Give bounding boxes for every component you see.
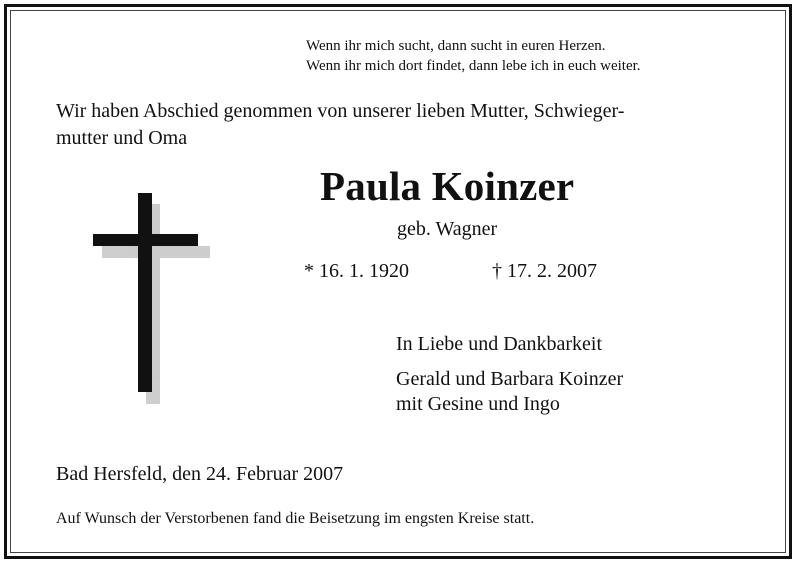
intro-line-1: Wir haben Abschied genommen von unserer lieben Mutter, Schwieger-	[56, 100, 625, 122]
mourner-line-1: Gerald und Barbara Koinzer	[396, 368, 624, 390]
mourner-names	[396, 367, 623, 417]
farewell-intro	[56, 98, 756, 152]
death-date: † 17. 2. 2007	[492, 260, 597, 282]
burial-note: Auf Wunsch der Verstorbenen fand die Beisetzung im engsten Kreise statt.	[56, 510, 535, 527]
cross-shadow-horizontal	[102, 246, 210, 258]
quote-line-1: Wenn ihr mich sucht, dann sucht in euren Herzen.	[306, 38, 606, 54]
cross-body	[93, 193, 198, 392]
intro-line-2: mutter und Oma	[56, 127, 188, 149]
memorial-quote	[306, 36, 641, 76]
birth-name: geb. Wagner	[397, 218, 498, 240]
cross-horizontal-bar	[93, 234, 198, 246]
birth-date: * 16. 1. 1920	[304, 260, 409, 282]
place-and-date: Bad Hersfeld, den 24. Februar 2007	[56, 463, 344, 485]
cross-vertical-bar	[138, 193, 152, 392]
cross-icon	[88, 188, 218, 408]
thanks-line: In Liebe und Dankbarkeit	[396, 333, 603, 355]
quote-line-2: Wenn ihr mich dort findet, dann lebe ich in euch weiter.	[306, 58, 641, 74]
deceased-name: Paula Koinzer	[320, 163, 575, 209]
mourner-line-2: mit Gesine und Ingo	[396, 393, 560, 415]
